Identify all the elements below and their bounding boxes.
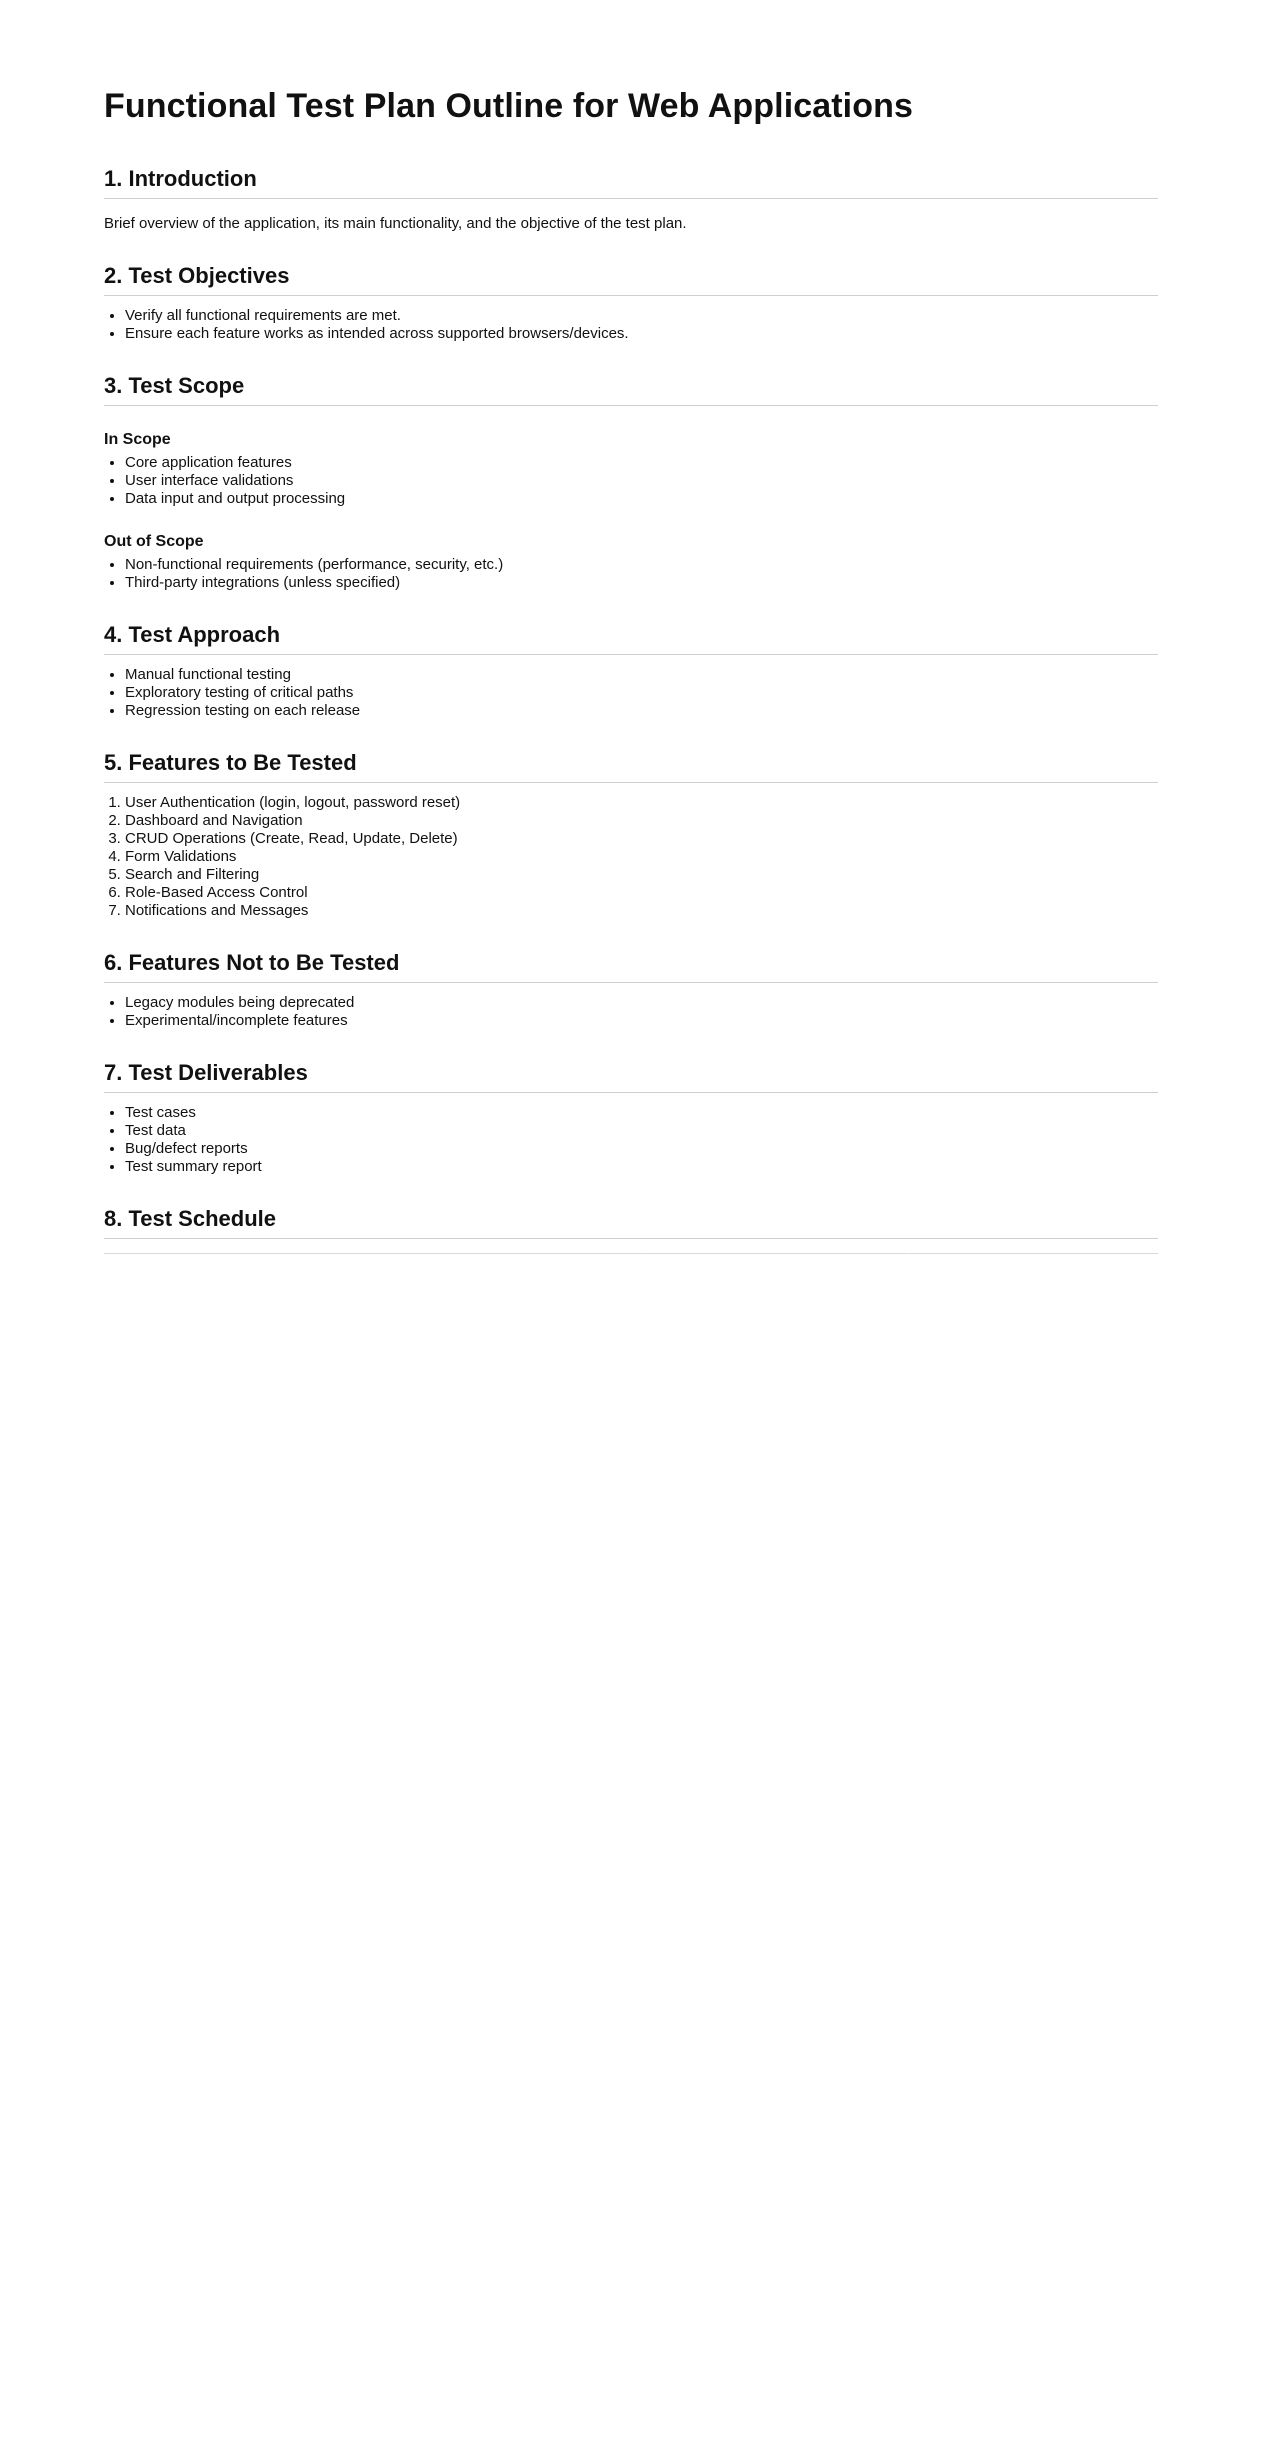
features-not-tested-list bbox=[104, 994, 1158, 1030]
table-row bbox=[105, 1254, 1158, 1255]
section-introduction bbox=[104, 164, 1158, 233]
table-cell bbox=[909, 1254, 1158, 1255]
section-test-approach bbox=[104, 620, 1158, 720]
list-item: 6. Role-Based Access Control bbox=[125, 884, 1158, 902]
section-test-deliverables bbox=[104, 1058, 1158, 1176]
list-item: • Test data bbox=[125, 1122, 1158, 1140]
table-cell bbox=[642, 1254, 908, 1255]
section-test-objectives bbox=[104, 261, 1158, 343]
list-item: 3. CRUD Operations (Create, Read, Update, Delete) bbox=[125, 830, 1158, 848]
list-item: 2. Dashboard and Navigation bbox=[125, 812, 1158, 830]
section-test-schedule bbox=[104, 1204, 1158, 1254]
list-item: • Test cases bbox=[125, 1104, 1158, 1122]
list-item: • Verify all functional requirements are met. bbox=[125, 307, 1158, 325]
table-cell bbox=[105, 1254, 643, 1255]
list-item: • Non-functional requirements (performance, security, etc.) bbox=[125, 556, 1158, 574]
in-scope-list bbox=[104, 454, 1158, 508]
list-item: • User interface validations bbox=[125, 472, 1158, 490]
list-item: • Regression testing on each release bbox=[125, 702, 1158, 720]
list-item: • Manual functional testing bbox=[125, 666, 1158, 684]
approach-list bbox=[104, 666, 1158, 720]
list-item: • Test summary report bbox=[125, 1158, 1158, 1176]
deliverables-list bbox=[104, 1104, 1158, 1176]
subsection-heading-in-scope: In Scope bbox=[104, 431, 171, 448]
section-heading: 3. Test Scope bbox=[104, 371, 1158, 406]
out-of-scope-list bbox=[104, 556, 1158, 592]
schedule-table bbox=[104, 1253, 1158, 1254]
section-heading: 5. Features to Be Tested bbox=[104, 748, 1158, 783]
document bbox=[104, 0, 1158, 1254]
list-item: • Exploratory testing of critical paths bbox=[125, 684, 1158, 702]
introduction-text: Brief overview of the application, its main functionality, and the objective of the test plan. bbox=[104, 215, 687, 232]
section-heading: 4. Test Approach bbox=[104, 620, 1158, 655]
page-title: Functional Test Plan Outline for Web Applications bbox=[104, 87, 913, 125]
list-item: 7. Notifications and Messages bbox=[125, 902, 1158, 920]
list-item: • Third-party integrations (unless specified) bbox=[125, 574, 1158, 592]
section-test-scope bbox=[104, 371, 1158, 592]
section-heading: 6. Features Not to Be Tested bbox=[104, 948, 1158, 983]
section-heading: 1. Introduction bbox=[104, 164, 1158, 199]
list-item: • Bug/defect reports bbox=[125, 1140, 1158, 1158]
list-item: • Experimental/incomplete features bbox=[125, 1012, 1158, 1030]
list-item: 5. Search and Filtering bbox=[125, 866, 1158, 884]
list-item: 4. Form Validations bbox=[125, 848, 1158, 866]
section-heading: 2. Test Objectives bbox=[104, 261, 1158, 296]
subsection-heading-out-of-scope: Out of Scope bbox=[104, 533, 204, 550]
list-item: • Ensure each feature works as intended across supported browsers/devices. bbox=[125, 325, 1158, 343]
section-features-not-to-be-tested bbox=[104, 948, 1158, 1030]
section-features-to-be-tested bbox=[104, 748, 1158, 920]
section-heading: 8. Test Schedule bbox=[104, 1204, 1158, 1239]
features-tested-list bbox=[104, 794, 1158, 920]
objectives-list bbox=[104, 307, 1158, 343]
list-item: • Data input and output processing bbox=[125, 490, 1158, 508]
list-item: 1. User Authentication (login, logout, password reset) bbox=[125, 794, 1158, 812]
section-heading: 7. Test Deliverables bbox=[104, 1058, 1158, 1093]
list-item: • Legacy modules being deprecated bbox=[125, 994, 1158, 1012]
list-item: • Core application features bbox=[125, 454, 1158, 472]
